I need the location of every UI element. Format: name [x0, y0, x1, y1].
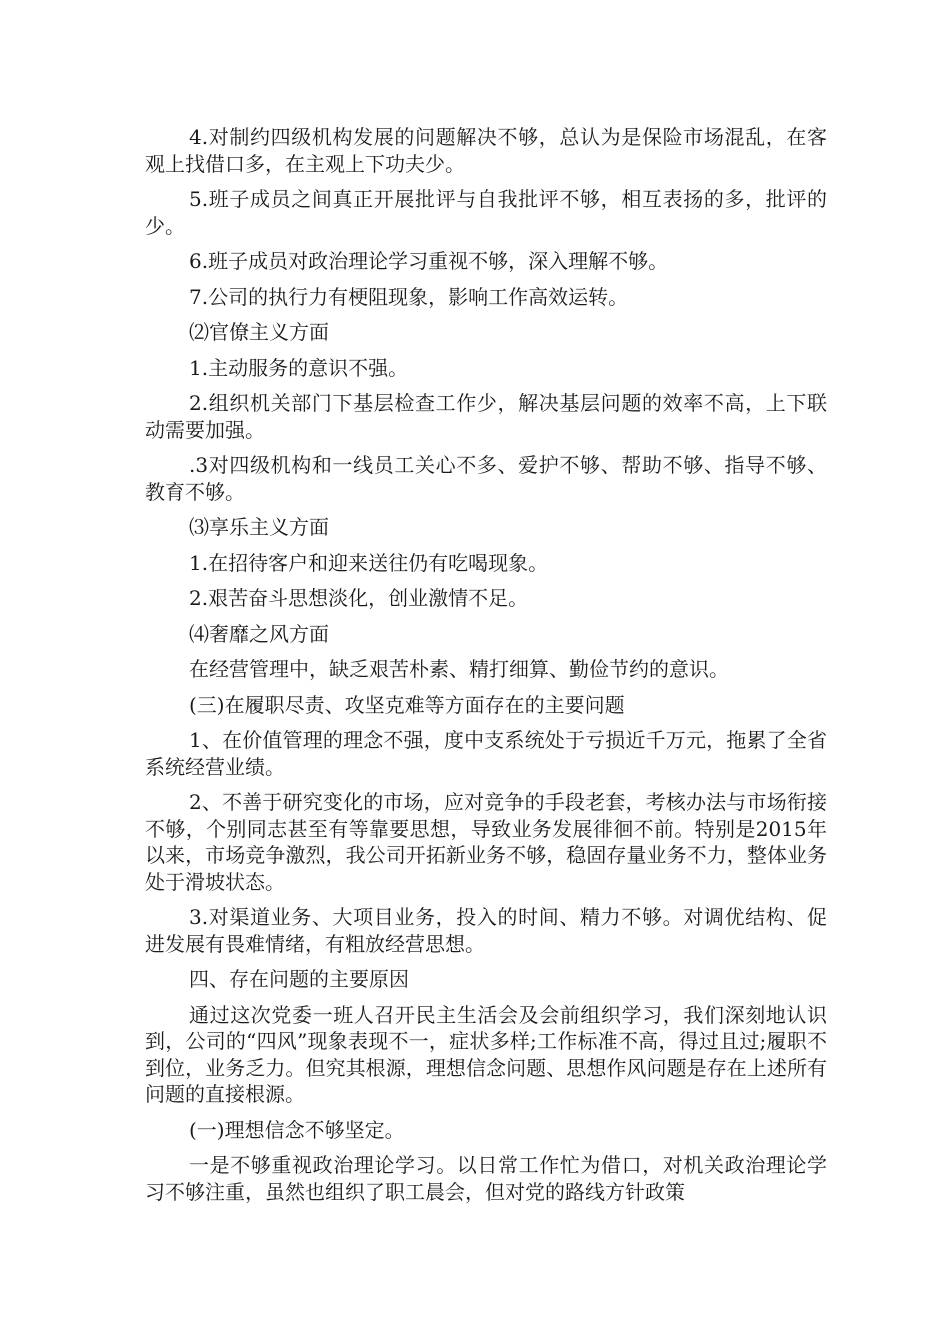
paragraph: 7.公司的执行力有梗阻现象，影响工作高效运转。	[189, 284, 629, 309]
section-heading: ⑶享乐主义方面	[189, 515, 329, 539]
paragraph: 1.在招待客户和迎来送往仍有吃喝现象。	[189, 550, 549, 575]
paragraph: 2.艰苦奋斗思想淡化，创业激情不足。	[189, 586, 529, 610]
paragraph: 一是不够重视政治理论学习。以日常工作忙为借口，对机关政治理论学习不够注重，虽然也组织了职工晨会，但对党的路线方针政策	[145, 1153, 827, 1204]
section-heading: 四、存在问题的主要原因	[189, 967, 409, 991]
section-heading: (三)在履职尽责、攻坚克难等方面存在的主要问题	[189, 692, 625, 717]
paragraph: 在经营管理中，缺乏艰苦朴素、精打细算、勤俭节约的意识。	[189, 657, 729, 681]
paragraph: 4.对制约四级机构发展的问题解决不够，总认为是保险市场混乱，在客观上找借口多，在主观上下功夫少。	[145, 125, 827, 176]
paragraph: 2、不善于研究变化的市场，应对竞争的手段老套，考核办法与市场衔接不够，个别同志甚至有等靠要思想，导致业务发展徘徊不前。特别是2015年以来，市场竞争激烈，我公司开拓新业务不够，稳固存量业务不力，整体业务处于滑坡状态。	[145, 790, 827, 894]
paragraph: 5.班子成员之间真正开展批评与自我批评不够，相互表扬的多，批评的少。	[145, 187, 827, 238]
section-heading: ⑵官僚主义方面	[189, 320, 329, 344]
paragraph: 2.组织机关部门下基层检查工作少，解决基层问题的效率不高，上下联动需要加强。	[145, 391, 827, 442]
document-body	[145, 124, 827, 1214]
section-heading: (一)理想信念不够坚定。	[189, 1117, 405, 1142]
paragraph: 通过这次党委一班人召开民主生活会及会前组织学习，我们深刻地认识到，公司的“四风”现象表现不一，症状多样;工作标准不高，得过且过;履职不到位，业务乏力。但究其根源，理想信念问题、思想作风问题是存在上述所有问题的直接根源。	[145, 1002, 827, 1106]
paragraph: .3对四级机构和一线员工关心不多、爱护不够、帮助不够、指导不够、教育不够。	[145, 453, 827, 504]
paragraph: 1、在价值管理的理念不强，度中支系统处于亏损近千万元，拖累了全省系统经营业绩。	[145, 728, 827, 779]
paragraph: 6.班子成员对政治理论学习重视不够，深入理解不够。	[189, 249, 669, 273]
section-heading: ⑷奢靡之风方面	[189, 621, 329, 646]
paragraph: 1.主动服务的意识不强。	[189, 355, 409, 380]
paragraph: 3.对渠道业务、大项目业务，投入的时间、精力不够。对调优结构、促进发展有畏难情绪，有粗放经营思想。	[145, 905, 827, 956]
